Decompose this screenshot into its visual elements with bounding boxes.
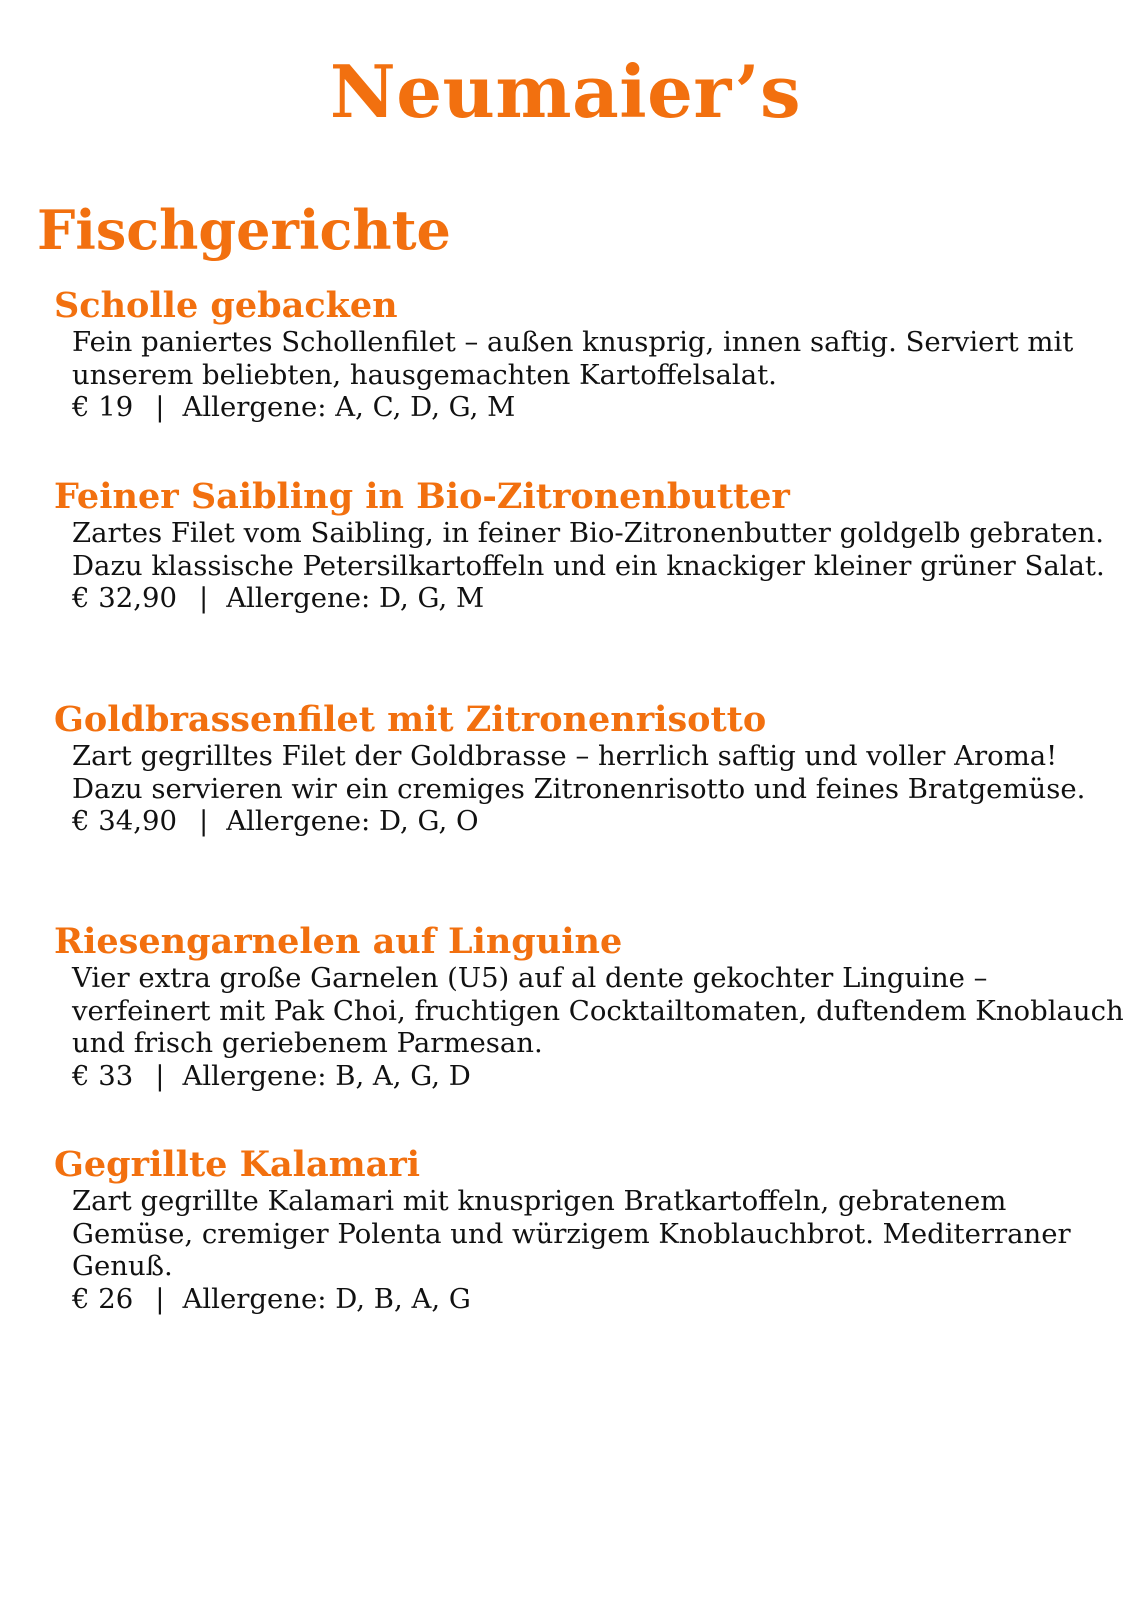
dish-description: Fein paniertes Schollenfilet – außen knusprig, innen saftig. Serviert mit unserem beliebten, hausgemachten Kartoffelsalat. <box>72 326 1074 391</box>
dish-item <box>54 922 1124 1092</box>
meta-separator: | <box>198 582 209 614</box>
dish-allergens: Allergene: D, B, A, G <box>182 1282 471 1315</box>
dish-item <box>54 286 1124 424</box>
dish-price: € 19 <box>72 391 134 423</box>
dish-name: Feiner Saibling in Bio-Zitronenbutter <box>54 476 790 517</box>
dish-meta <box>72 391 1124 424</box>
dish-allergens: Allergene: D, G, O <box>226 805 479 837</box>
section-title: Fischgerichte <box>37 198 451 262</box>
dish-price: € 33 <box>72 1059 134 1092</box>
dish-name: Riesengarnelen auf Linguine <box>54 921 623 962</box>
meta-separator: | <box>155 391 165 423</box>
dish-price: € 32,90 <box>72 582 177 614</box>
meta-separator: | <box>155 1282 165 1315</box>
dish-description: Zartes Filet vom Saibling, in feiner Bio-Zitronenbutter goldgelb gebraten. Dazu klassische Petersilkartoffeln und ein knackiger kleiner grüner Salat. <box>72 517 1105 582</box>
meta-separator: | <box>155 1059 165 1092</box>
dish-meta <box>72 805 1124 838</box>
dish-name: Scholle gebacken <box>54 285 398 326</box>
dish-price: € 34,90 <box>72 805 177 837</box>
dish-description: Zart gegrillte Kalamari mit knusprigen Bratkartoffeln, gebratenem Gemüse, cremiger Polenta und würzigem Knoblauchbrot. Mediterraner Genuß. <box>72 1185 1071 1282</box>
dish-description: Zart gegrilltes Filet der Goldbrasse – herrlich saftig und voller Aroma! Dazu servieren wir ein cremiges Zitronenrisotto und feines Bratgemüse. <box>72 740 1086 805</box>
dish-meta <box>72 1060 1124 1093</box>
dish-allergens: Allergene: A, C, D, G, M <box>182 391 516 423</box>
meta-separator: | <box>198 805 209 837</box>
dish-item <box>54 1145 1124 1315</box>
dish-name: Gegrillte Kalamari <box>54 1144 421 1185</box>
dish-name: Goldbrassenfilet mit Zitronenrisotto <box>54 699 767 740</box>
restaurant-name: Neumaier’s <box>329 49 802 134</box>
dish-meta <box>72 1283 1124 1316</box>
dish-item <box>54 700 1124 838</box>
dish-allergens: Allergene: B, A, G, D <box>182 1059 471 1092</box>
dish-price: € 26 <box>72 1282 134 1315</box>
dish-meta <box>72 582 1124 615</box>
dish-item <box>54 477 1124 615</box>
dish-allergens: Allergene: D, G, M <box>226 582 485 614</box>
dish-description: Vier extra große Garnelen (U5) auf al dente gekochter Linguine – verfeinert mit Pak Choi, fruchtigen Cocktailtomaten, duftendem Knoblauch und frisch geriebenem Parmesan. <box>72 962 1124 1059</box>
